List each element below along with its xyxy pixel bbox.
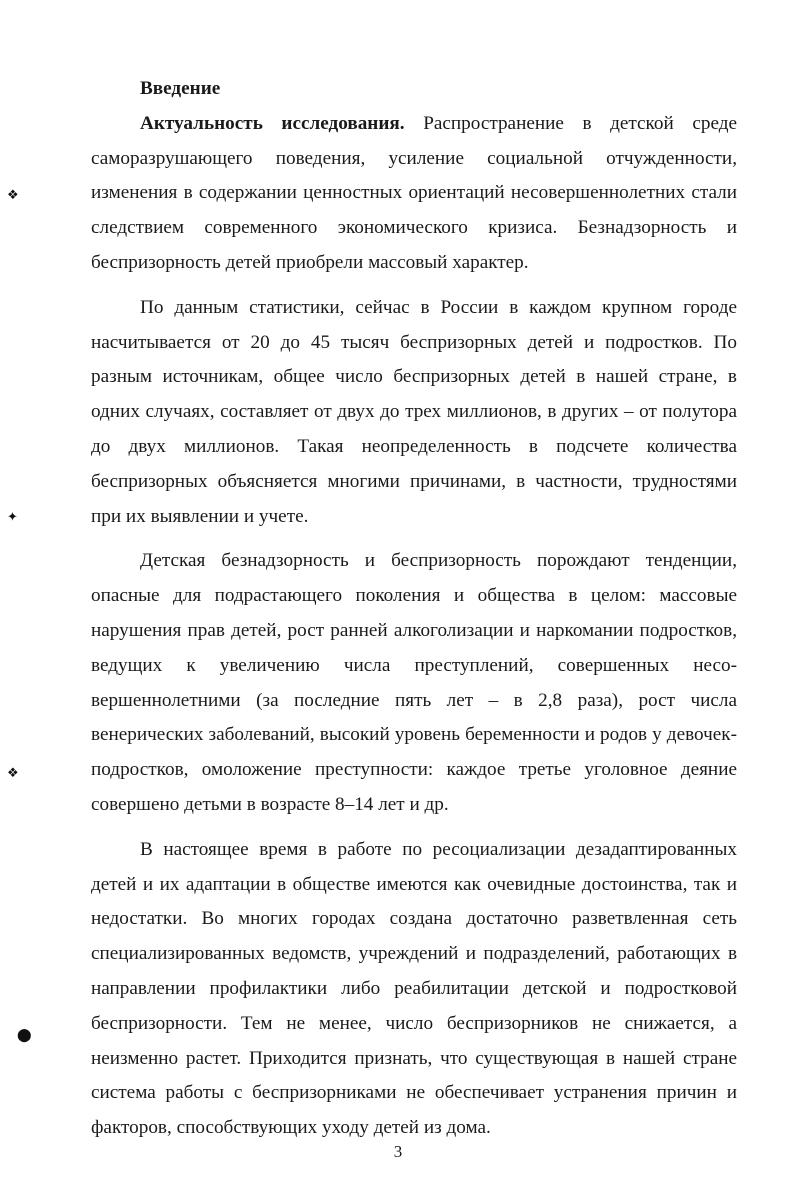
scan-speck-icon: ⬤ <box>17 1027 32 1042</box>
scan-speck-icon: ❖ <box>7 765 19 780</box>
paragraph-lead: Актуальность исследования. <box>140 112 405 134</box>
scan-speck-icon: ❖ <box>7 187 19 202</box>
section-heading: Введение <box>140 78 221 99</box>
document-page <box>91 72 737 1146</box>
paragraph-text: Распространение в детской среде саморазрушающего поведения, усиление социальной отчужденности, изменения в содержании ценностных ориентаций несовершеннолетних стали следствием современного экономического кризиса. Безнадзорность и беспризорность детей приобрели массовый характер. <box>91 112 737 273</box>
paragraph-current-state: В настоящее время в работе по ресоциализации дезадаптированных детей и их адаптации в обществе имеются как очевидные достоинства, так и недостатки. Во многих городах создана достаточно разветвленная сеть специализированных ведомств, учреждений и подразделений, работающих в направлении профилактики либо реабилитации детской и подростковой беспризорности. Тем не менее, число беспризорников не снижается, а неизменно растет. Приходится признать, что существующая в нашей стране система работы с беспризорниками не обеспечивает устранения причин и факторов, способствующих уходу детей из дома. <box>91 838 737 1139</box>
paragraph-relevance <box>91 107 737 281</box>
paragraph-tendencies: Детская безнадзорность и беспризорность порождают тенденции, опасные для подрастающего поколения и общества в целом: массовые нарушения прав детей, рост ранней алкоголизации и наркомании подростков, ведущих к увеличению числа преступлений, совершенных несо-вершеннолетними (за последние пять лет – в 2,8 раза), рост числа венерических заболеваний, высокий уровень беременности и родов у девочек-подростков, омоложение преступности: каждое третье уголовное деяние совершено детьми в возрасте 8–14 лет и др. <box>91 550 737 815</box>
paragraph-statistics: По данным статистики, сейчас в России в каждом крупном городе насчитывается от 20 до 45 тысяч беспризорных детей и подростков. По разным источникам, общее число беспризорных детей в нашей стране, в одних случаях, составляет от двух до трех миллионов, в других – от полутора до двух миллионов. Такая неопределенность в подсчете количества беспризорных объясняется многими причинами, в частности, трудностями при их выявлении и учете. <box>91 296 737 527</box>
scan-speck-icon: ✦ <box>7 509 18 524</box>
page-number: 3 <box>393 1142 403 1161</box>
